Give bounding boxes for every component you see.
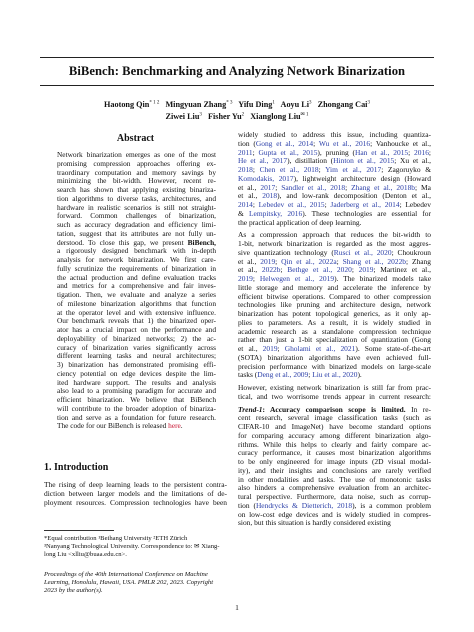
citation-link[interactable]: Gupta et al., 2015 [258, 147, 318, 157]
body-line: 1-bit, network binarization is regarded as the most aggres- [238, 239, 431, 248]
citation-line[interactable]: tasks (Deng et al., 2009; Liu et al., 2020). [238, 370, 362, 380]
proceedings-line: 2023 by the author(s). [44, 587, 103, 594]
abstract-line: analysis for network binarization. We first care- [57, 255, 216, 264]
author-name: Yifu Ding [238, 100, 273, 109]
citation-link[interactable]: Zhang et al., 2018b [351, 182, 416, 192]
citation-link[interactable]: Liu et al., 2020 [312, 370, 358, 380]
citation-link[interactable]: Gholami et al., 2021 [284, 344, 356, 353]
author-affiliation: 2 [241, 112, 245, 118]
section-heading-introduction: 1. Introduction [44, 462, 109, 473]
abstract-line: efficient binarization. We believe that BiBench [57, 395, 216, 404]
abstract-line: hardware in realistic scenarios is still not straight- [57, 202, 216, 212]
citation-link[interactable]: 2019 [358, 265, 374, 275]
author-name: Xianglong Liu [250, 112, 301, 121]
body-line: rithms. While this helps to clearly and fairly compare ac- [238, 439, 431, 449]
citation-line[interactable]: sive quantization technology (Rusci et al., 2020; Choukroun [238, 247, 431, 257]
author-affiliation: 3 [367, 100, 370, 106]
body-line: precision performance with binarized models on large-scale [238, 361, 431, 371]
author-name: Fisher Yu [208, 112, 242, 121]
footnote-line: ³Nanyang Technological University. Correspondence to: ✉ Xiang- [44, 543, 220, 550]
author-affiliation: ✉ 1 [300, 112, 309, 118]
trend-heading: Trend-1: Accuracy comparison scope is limited. [238, 404, 406, 414]
body-line: sion, but this situation is hardly considered existing [238, 518, 391, 528]
author-name: Aoyu Li [280, 100, 309, 109]
abstract-line: fully scrutinize the requirements of binarization in [57, 263, 216, 273]
body-line: However, existing network binarization is still far from prac- [238, 383, 431, 392]
citation-link[interactable]: 2014 [238, 200, 253, 209]
abstract-line: ciency potential on edge devices despite the lim- [57, 368, 216, 378]
body-line: binarization has potent topological generics, as it only ap- [238, 309, 431, 318]
citation-link[interactable]: Bethge et al., 2020 [287, 265, 352, 275]
citation-link[interactable]: Hinton et al., 2015 [333, 156, 395, 166]
abstract-line: the actual production and define evaluation tracks [57, 272, 216, 282]
abstract-line: tion and serve as a foundation for future research. [57, 412, 216, 422]
abstract-line: ator has a crucial impact on the performance and [57, 325, 216, 334]
body-line: Trend-1: Accuracy comparison scope is limited. In re- [238, 404, 432, 414]
body-line: to be only engineered for image inputs (2D visual modal- [238, 457, 431, 466]
title-bottom-rule [40, 85, 434, 86]
abstract-line: 3) binarization has demonstrated promising effi- [57, 360, 216, 369]
citation-link[interactable]: Sandler et al., 2018 [281, 182, 346, 192]
citation-line[interactable]: rather than just a 1-bit specialization of quantization (Gong [238, 335, 431, 345]
citation-link[interactable]: Deng et al., 2009 [257, 370, 309, 380]
citation-link[interactable]: Lempitsky, 2016 [248, 208, 303, 218]
body-line: CIFAR-10 and ImageNet) have become standard options [238, 422, 431, 431]
abstract-line: different learning tasks and neural architectures; [57, 351, 216, 361]
citation-link[interactable]: Qin et al., 2022a [281, 256, 337, 266]
abstract-line: at the operator level and with extensive influence. [57, 307, 216, 317]
citation-link[interactable]: Wu et al., 2016 [318, 138, 371, 148]
body-line: academic research as a standalone compression technique [238, 326, 431, 336]
abstract-line: deployability of binarized networks; 2) the ac- [57, 333, 216, 343]
introduction-line: ployment resources. Compression technologies have been [44, 497, 227, 507]
citation-line[interactable]: et al., 2022b; Bethge et al., 2020; 2019; Martinez et al., [238, 265, 431, 275]
author-affiliation: 1 [272, 100, 275, 106]
footnote-rule [44, 530, 114, 531]
abstract-body [57, 151, 216, 431]
citation-link[interactable]: 2018 [262, 191, 278, 201]
abstract-heading: Abstract [116, 133, 155, 144]
citation-link[interactable]: Komodakis, 2017 [238, 173, 294, 183]
body-line: efficient bitwise operations. Compared to other compression [238, 291, 431, 301]
author-name: Ziwei Liu [165, 112, 200, 121]
abstract-line: curacy of binarization varies significantly across [57, 342, 216, 352]
body-line: the practical application of deep learning. [238, 217, 362, 227]
citation-link[interactable]: 2019 [238, 274, 253, 283]
paper-title: BiBench: Benchmarking and Analyzing Network Binarization [68, 64, 406, 78]
author-name: Haotong Qin [104, 100, 150, 109]
body-line: in other modalities and tasks. The use of monotonic tasks [238, 474, 431, 484]
affiliation-footnote [44, 535, 227, 559]
proceedings-line: Learning, Honolulu, Hawaii, USA. PMLR 202, 2023. Copyright [44, 579, 214, 586]
citation-link[interactable]: Jaderberg et al., 2014 [330, 200, 400, 209]
citation-line[interactable]: 2018; Chen et al., 2018; Yim et al., 2017; Zagoruyko & [238, 165, 432, 174]
citation-line[interactable]: 2014; Lebedev et al., 2015; Jaderberg et al., 2014; Lebedev [238, 200, 431, 209]
body-line: for comparing accuracy among different binarization algo- [238, 430, 431, 440]
citation-link[interactable]: 2018 [238, 165, 253, 174]
abstract-line: of milestone binarization algorithms that function [57, 298, 216, 308]
introduction-line: diction between larger models and the limitations of de- [44, 488, 227, 498]
abstract-line: search has shown that applying existing binariza- [57, 185, 216, 194]
citation-link[interactable]: Chen et al., 2018 [259, 165, 319, 174]
citation-line[interactable]: & Lempitsky, 2016). These technologies are essential for [238, 208, 431, 218]
citation-link[interactable]: 2016 [414, 147, 429, 157]
citation-link[interactable]: Rusci et al., 2020 [333, 247, 392, 257]
abstract-line: traordinary computation and memory savings by [57, 167, 216, 177]
body-line: little storage and memory and accelerate the inference by [238, 282, 431, 292]
citation-link[interactable]: Han et al., 2015 [355, 147, 409, 157]
citation-link[interactable]: 2019 [260, 256, 276, 266]
introduction-line: The rising of deep learning leads to the persistent contra- [44, 480, 227, 489]
abstract-line: forward. Common challenges of binarization, [57, 211, 216, 221]
citation-line[interactable]: et al., 2019; Gholami et al., 2021). Some state-of-the-art [238, 344, 431, 353]
citation-line[interactable]: Komodakis, 2017), lightweight architecture design (Howard [238, 173, 431, 183]
abstract-bibench-name: BiBench, [187, 237, 216, 247]
body-line: ity), and their insights and conclusions are rarely verified [238, 465, 431, 475]
right-column-body [238, 131, 431, 528]
abstract-line: ited hardware support. The results and analysis [57, 377, 216, 387]
citation-line[interactable]: 2019; Helwegen et al., 2019). The binarized models take [238, 274, 431, 283]
abstract-line: minimizing the bit-width. However, recent re- [57, 176, 216, 186]
abstract-line: Our benchmark reveals that 1) the binarized oper- [57, 316, 216, 326]
body-line: tural perspective. Furthermore, data noise, such as corrup- [238, 492, 431, 501]
code-release-link[interactable]: here [168, 421, 181, 431]
citation-link[interactable]: 2017 [260, 182, 276, 192]
citation-line[interactable]: tion (Gong et al., 2014; Wu et al., 2016; Vanhoucke et al., [238, 138, 431, 148]
citation-link[interactable]: Lebedev et al., 2015 [258, 200, 325, 209]
citation-link[interactable]: Yim et al., 2017 [325, 165, 382, 174]
abstract-line: promising compression approaches offering ex- [57, 158, 216, 168]
body-line: curacy performance, it causes most binarization algorithms [238, 448, 431, 458]
author-affiliation: * 3 [226, 100, 233, 106]
author-affiliation: 3 [199, 112, 202, 118]
body-line: on low-cost edge devices and is widely studied in compres- [238, 509, 431, 519]
citation-line[interactable]: He et al., 2017), distillation (Hinton et al., 2015; Xu et al., [238, 156, 431, 166]
title-top-rule [40, 57, 434, 58]
abstract-line: derstood. To close this gap, we present BiBench, [57, 237, 216, 247]
citation-link[interactable]: He et al., 2017 [238, 156, 288, 166]
body-line: also hinders a comprehensive evaluation from an architec- [238, 483, 431, 493]
footnote-line: long Liu <xlliu@buaa.edu.cn>. [44, 551, 127, 558]
body-line: tical, and two worrisome trends appear in current research: [238, 391, 431, 401]
citation-link[interactable]: Shang et al., 2022b [342, 256, 407, 266]
author-name: Zhongang Cai [317, 100, 368, 109]
abstract-line: tation, suggest that its attributes are not fully un- [57, 228, 216, 238]
citation-line[interactable]: tion (Hendrycks & Dietterich, 2018), is a common problem [238, 500, 431, 510]
author-name: Mingyuan Zhang [165, 100, 227, 109]
citation-link[interactable]: Hendrycks & Dietterich, 2018 [255, 500, 353, 510]
abstract-line: such as accuracy degradation and efficiency limi- [57, 220, 216, 229]
body-line: widely studied to address this issue, including quantiza- [238, 130, 431, 139]
abstract-line: tigation. Then, we evaluate and analyze a series [57, 290, 216, 299]
page-number: 1 [235, 603, 239, 612]
proceedings-line: Proceedings of the 40th International Conference on Machine [44, 571, 208, 578]
citation-link[interactable]: 2011 [238, 147, 253, 157]
citation-link[interactable]: 2019 [262, 344, 278, 353]
author-line-1 [0, 99, 474, 110]
author-affiliation: * 1 2 [149, 100, 160, 106]
abstract-line: and metrics for a comprehensive and fair inves- [57, 281, 216, 291]
citation-line[interactable]: 2011; Gupta et al., 2015), pruning (Han et al., 2015; 2016; [238, 147, 431, 157]
citation-link[interactable]: 2022b [261, 265, 281, 275]
footnote-line: *Equal contribution ¹Beihang University ²ETH Zürich [44, 535, 188, 542]
body-line: technologies like pruning and architecture design, network [238, 300, 431, 310]
abstract-line: tion algorithms to diverse tasks, architectures, and [57, 193, 216, 203]
body-line: (SOTA) binarization algorithms have even achieved full- [238, 352, 431, 362]
citation-link[interactable]: Helwegen et al., 2019 [259, 274, 335, 283]
body-line: plies to parameters. As a result, it is widely studied in [238, 317, 431, 327]
citation-line[interactable]: et al., 2018), and low-rank decomposition (Denton et al., [238, 191, 431, 201]
body-line: cent research, several image classification tasks (such as [238, 413, 431, 423]
citation-line[interactable]: et al., 2019; Qin et al., 2022a; Shang et al., 2022b; Zhang [238, 256, 431, 266]
citation-line[interactable]: et al., 2017; Sandler et al., 2018; Zhang et al., 2018b; Ma [238, 182, 431, 192]
introduction-body [44, 481, 227, 507]
abstract-line: will contribute to the broader adoption of binariza- [57, 403, 216, 413]
author-affiliation: 3 [308, 100, 312, 106]
body-line: As a compression approach that reduces the bit-width to [238, 230, 431, 240]
abstract-line: also lead to a promising paradigm for accurate and [57, 386, 216, 396]
proceedings-footnote [44, 571, 227, 595]
abstract-line: Network binarization emerges as one of the most [57, 150, 216, 159]
abstract-line: The code for our BiBench is released here. [57, 421, 183, 431]
author-line-2 [0, 111, 474, 122]
abstract-line: a rigorously designed benchmark with in-depth [57, 246, 216, 256]
citation-link[interactable]: Gong et al., 2014 [255, 138, 314, 148]
